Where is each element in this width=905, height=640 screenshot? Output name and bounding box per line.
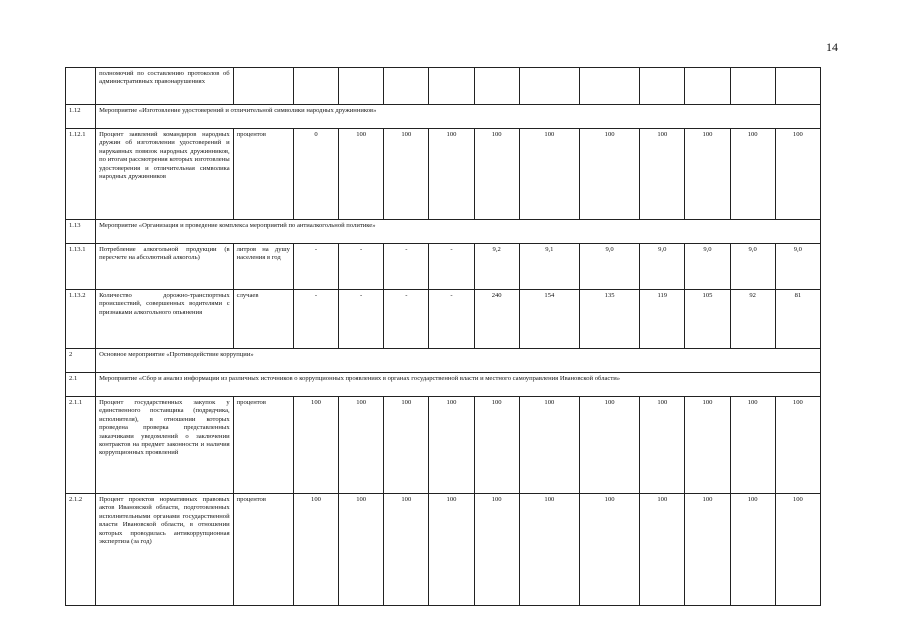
section-title-cell: Мероприятие «Изготовление удостоверений и отличительной символики народных дружинников» [96,105,821,129]
value-cell: 135 [579,290,639,349]
row-code-cell: 2.1.2 [66,494,96,606]
indicator-name-cell: Потребление алкогольной продукции (в пересчете на абсолютный алкоголь) [96,244,234,290]
value-cell: - [429,244,474,290]
unit-cell [233,68,293,105]
value-cell: 100 [429,494,474,606]
section-title-cell: Основное мероприятие «Противодействие коррупции» [96,349,821,373]
section-row [66,349,821,373]
unit-cell: литров на душу населения в год [233,244,293,290]
indicator-name-cell: Процент проектов нормативных правовых актов Ивановской области, подготовленных исполнительными органами государственной власти Ивановской области, в отношении которых проводилась антикоррупционная экспертиза (за год) [96,494,234,606]
value-cell: 154 [519,290,579,349]
value-cell: 100 [384,129,429,220]
value-cell: 100 [384,397,429,494]
value-cell [429,68,474,105]
value-cell [640,68,685,105]
indicators-table [65,67,821,606]
value-cell: 100 [339,397,384,494]
value-cell: 9,2 [474,244,519,290]
value-cell: - [339,244,384,290]
value-cell: - [293,290,338,349]
section-row [66,105,821,129]
indicator-name-cell: Процент заявлений командиров народных дружин об изготовлении удостоверений и нарукавных повязок народных дружинников, по итогам рассмотрения которых изготовлены удостоверения и отличительная символика народных дружинников [96,129,234,220]
unit-cell: процентов [233,129,293,220]
value-cell [685,68,730,105]
value-cell: 100 [519,397,579,494]
value-cell: 100 [474,129,519,220]
value-cell: 81 [775,290,820,349]
value-cell: 100 [730,494,775,606]
unit-cell: случаев [233,290,293,349]
value-cell: 100 [640,397,685,494]
indicator-name-cell: Процент государственных закупок у единственного поставщика (подрядчика, исполнителя), в отношении которых проведена проверка представленных заказчиками уведомлений о заключении контрактов на предмет законности и наличия коррупционных проявлений [96,397,234,494]
page-number: 14 [826,40,838,54]
value-cell: 100 [775,494,820,606]
value-cell: 100 [339,494,384,606]
value-cell: 100 [640,129,685,220]
value-cell: 9,0 [579,244,639,290]
unit-cell: процентов [233,397,293,494]
value-cell: 9,1 [519,244,579,290]
value-cell: - [293,244,338,290]
value-cell: - [384,290,429,349]
value-cell: 92 [730,290,775,349]
value-cell [775,68,820,105]
value-cell: 100 [579,129,639,220]
value-cell [474,68,519,105]
value-cell: 9,0 [685,244,730,290]
section-row [66,220,821,244]
value-cell [730,68,775,105]
value-cell: 100 [579,397,639,494]
value-cell [293,68,338,105]
value-cell: 100 [640,494,685,606]
value-cell: 119 [640,290,685,349]
value-cell: 100 [519,494,579,606]
value-cell: 100 [685,397,730,494]
value-cell: 100 [685,494,730,606]
value-cell: - [429,290,474,349]
value-cell: 0 [293,129,338,220]
row-code-cell [66,68,96,105]
table-row [66,397,821,494]
value-cell: 100 [775,129,820,220]
value-cell: 9,0 [775,244,820,290]
value-cell: 100 [685,129,730,220]
row-code-cell: 2.1.1 [66,397,96,494]
value-cell: 100 [293,397,338,494]
table-row [66,244,821,290]
value-cell: 100 [474,397,519,494]
value-cell [579,68,639,105]
value-cell [384,68,429,105]
row-code-cell: 1.13.2 [66,290,96,349]
section-row [66,373,821,397]
value-cell: 100 [730,129,775,220]
indicator-name-cell: Количество дорожно-транспортных происшествий, совершенных водителями с признаками алкогольного опьянения [96,290,234,349]
unit-cell: процентов [233,494,293,606]
row-code-cell: 1.12.1 [66,129,96,220]
row-code-cell: 2.1 [66,373,96,397]
value-cell: 100 [293,494,338,606]
section-title-cell: Мероприятие «Организация и проведение комплекса мероприятий по антиалкогольной политике» [96,220,821,244]
value-cell: 100 [579,494,639,606]
value-cell: 105 [685,290,730,349]
table-row [66,494,821,606]
value-cell: 9,0 [730,244,775,290]
value-cell: 100 [429,129,474,220]
row-code-cell: 1.13.1 [66,244,96,290]
value-cell: 100 [384,494,429,606]
value-cell: - [339,290,384,349]
indicator-name-cell: полномочий по составлению протоколов об административных правонарушениях [96,68,234,105]
table-body [66,68,821,606]
value-cell: 100 [775,397,820,494]
value-cell [519,68,579,105]
table-row [66,68,821,105]
table-row [66,290,821,349]
section-title-cell: Мероприятие «Сбор и анализ информации из различных источников о коррупционных проявлениях в органах государственной власти и местного самоуправления Ивановской области» [96,373,821,397]
row-code-cell: 1.13 [66,220,96,244]
value-cell: 100 [339,129,384,220]
value-cell: - [384,244,429,290]
value-cell: 100 [730,397,775,494]
value-cell: 100 [474,494,519,606]
value-cell: 9,0 [640,244,685,290]
value-cell: 100 [429,397,474,494]
value-cell: 240 [474,290,519,349]
value-cell [339,68,384,105]
row-code-cell: 1.12 [66,105,96,129]
row-code-cell: 2 [66,349,96,373]
value-cell: 100 [519,129,579,220]
table-row [66,129,821,220]
